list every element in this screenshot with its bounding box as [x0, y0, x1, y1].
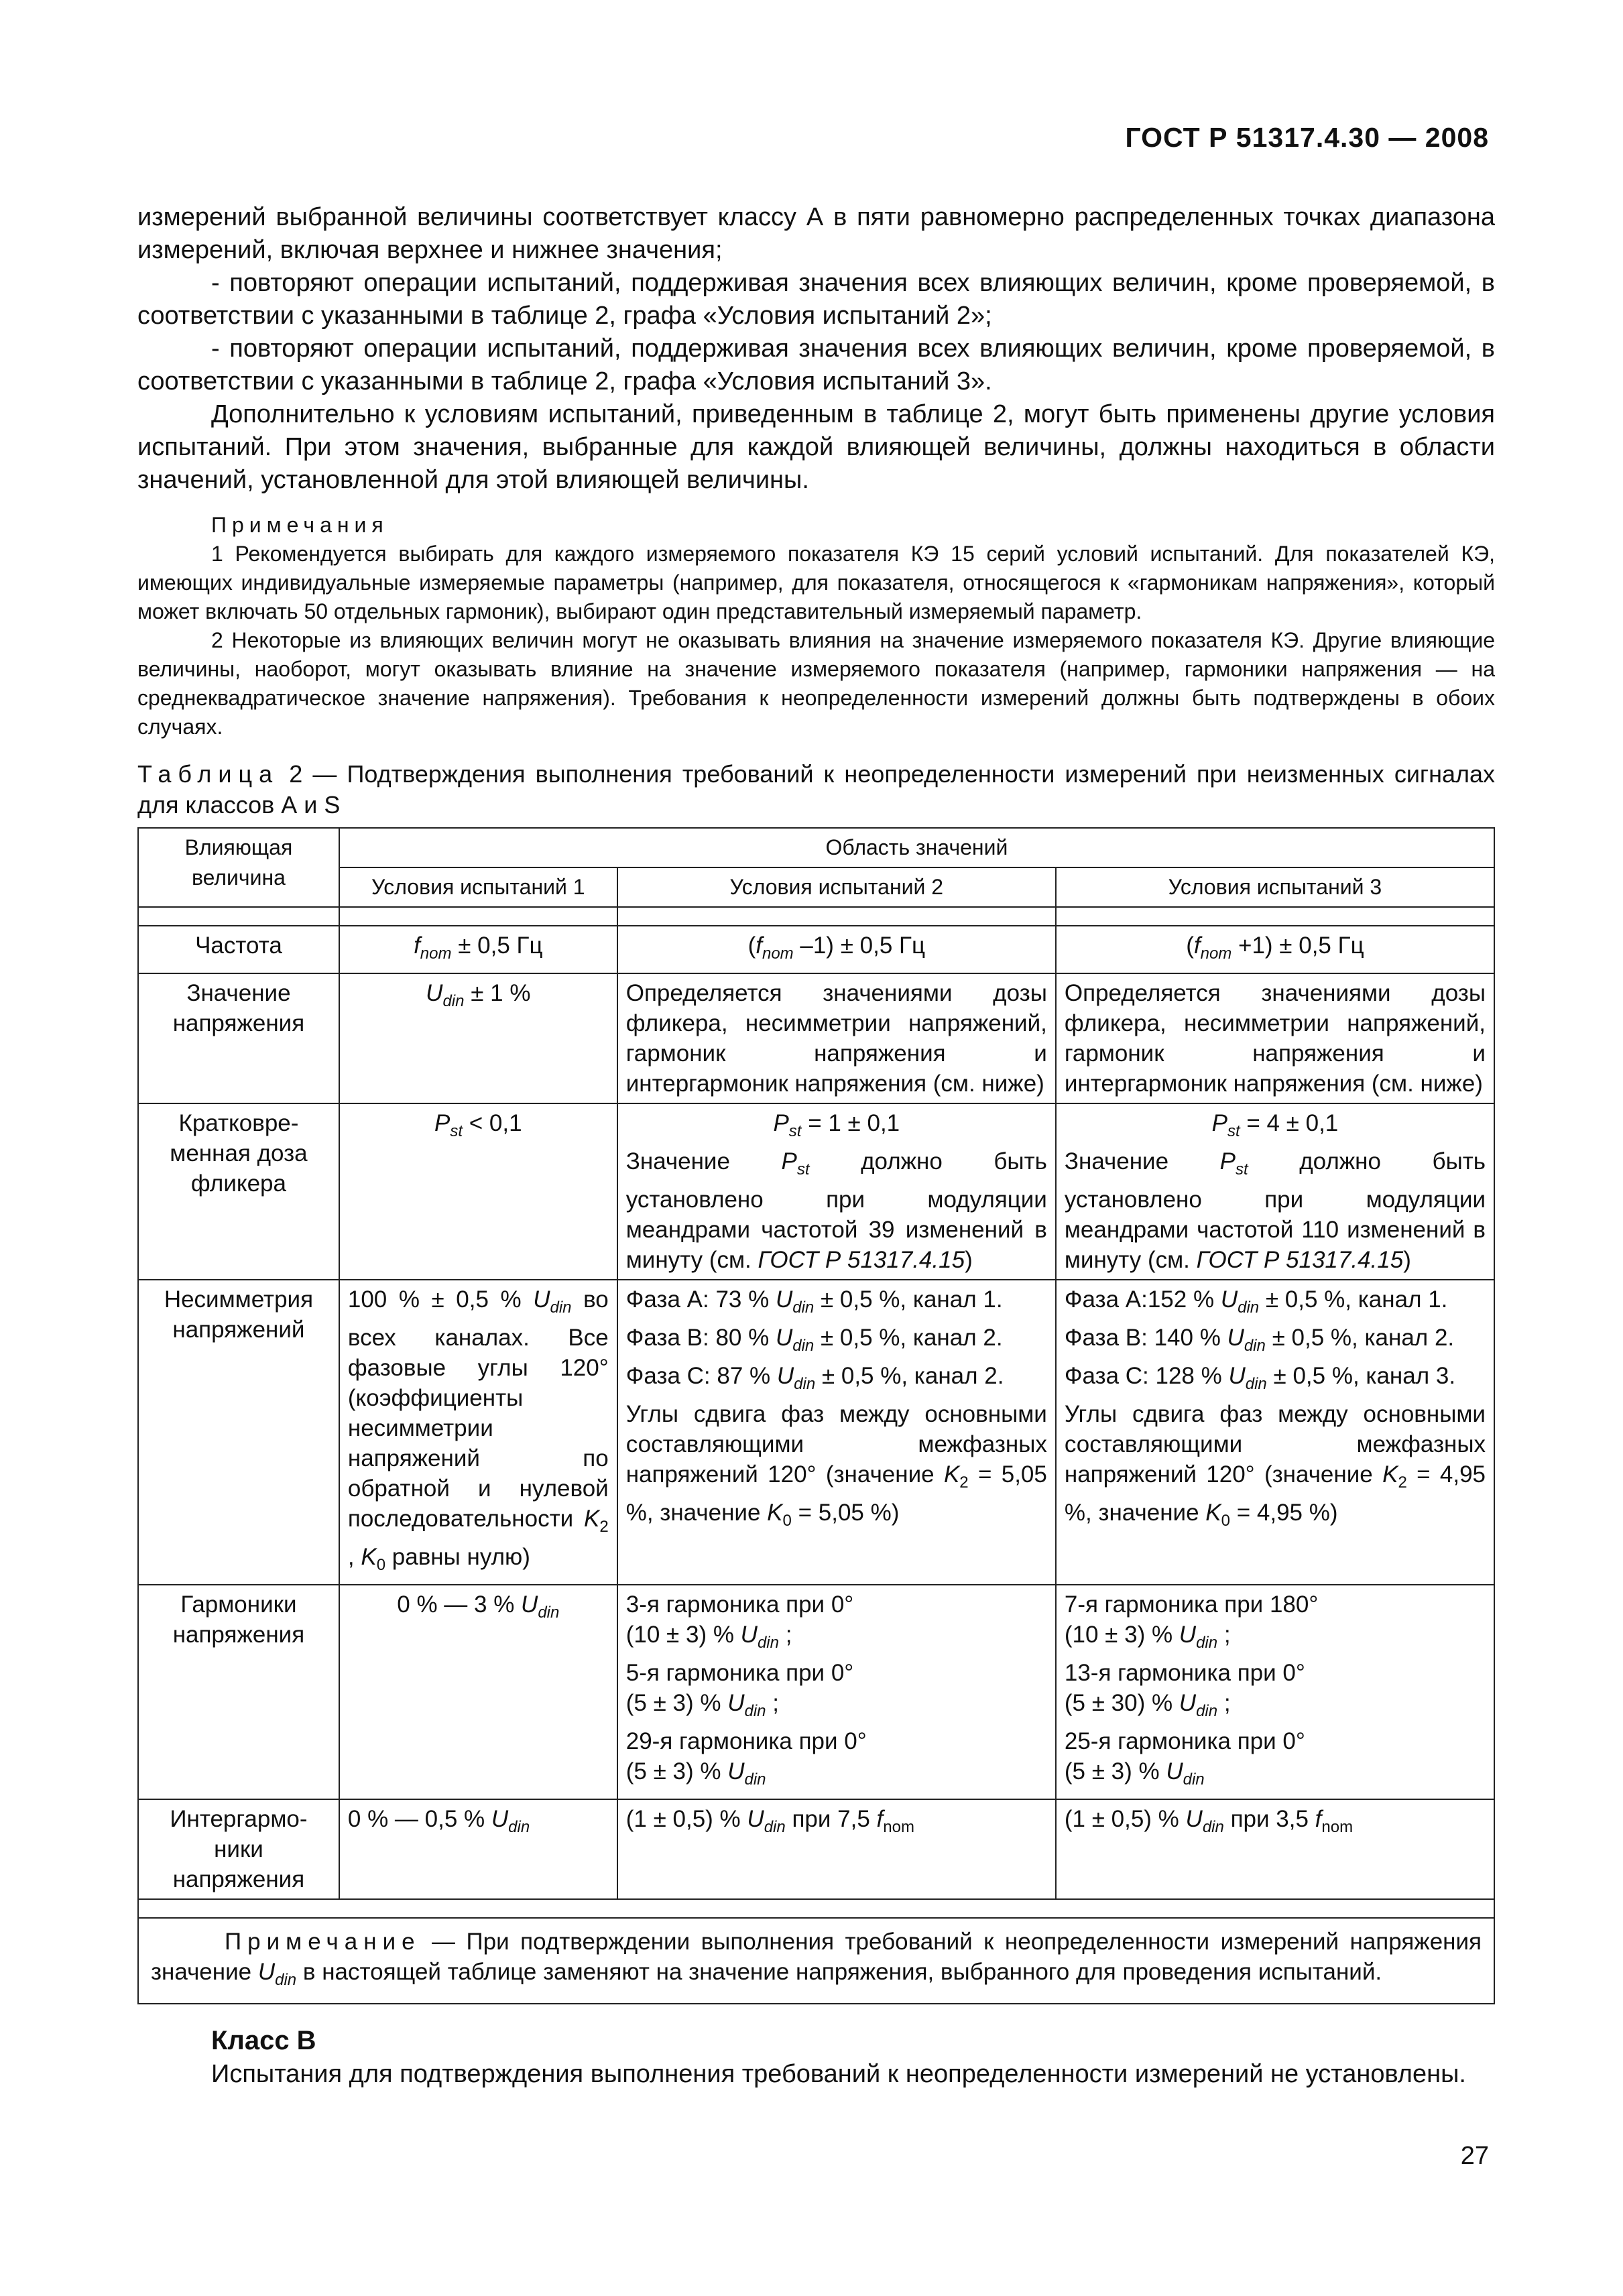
cell: $U_{din} \pm 1$ % — [339, 973, 617, 1103]
document-header: ГОСТ Р 51317.4.30 — 2008 — [1125, 122, 1489, 153]
cell-quantity: Частота — [138, 926, 339, 973]
table-row — [138, 973, 1494, 1103]
requirements-table — [137, 827, 1495, 2004]
cell: (1 ± 0,5) % $U_{din}$ при 3,5 $f_{nom}$ — [1056, 1799, 1494, 1899]
cell: Фаза А:152 % $U_{din} \pm 0,5$ %, канал 1. Фаза В: 140 % $U_{din} \pm 0,5$ %, канал 2. Фаза С: 128 % $U_{din} \pm 0,5$ %, канал 3. Углы сдвига фаз между основными составляющими межфазных напряжений 120° (значение $K_2 = 4,95$ %, значение $K_0 = 4,95$ %) — [1056, 1280, 1494, 1585]
cell: (1 ± 0,5) % $U_{din}$ при 7,5 $f_{nom}$ — [617, 1799, 1056, 1899]
header-cond1: Условия испытаний 1 — [339, 867, 617, 907]
table-header-row — [138, 867, 1494, 907]
cell: 7-я гармоника при 180° (10 ± 3) % $U_{din}$ ; 13-я гармоника при 0° (5 ± 30) % $U_{din}$ ; 25-я гармоника при 0° (5 ± 3) % $U_{din}$ — [1056, 1585, 1494, 1799]
table-header-row — [138, 828, 1494, 867]
cell-quantity: Несимметрия напряжений — [138, 1280, 339, 1585]
cell: $P_{st} < 0,1$ — [339, 1103, 617, 1280]
cell: 0 % — 3 % $U_{din}$ — [339, 1585, 617, 1799]
cell: $P_{st} = 1 \pm 0,1$ Значение $P_{st}$ должно быть установлено при модуляции меандрами частотой 39 изменений в минуту (см. ГОСТ Р 51317.4.15) — [617, 1103, 1056, 1280]
cell: ($f_{nom}$ –1) ± 0,5 Гц — [617, 926, 1056, 973]
table-caption-label: Таблица — [137, 760, 280, 788]
notes-title: Примечания — [211, 513, 389, 537]
cell: 3-я гармоника при 0° (10 ± 3) % $U_{din}$ ; 5-я гармоника при 0° (5 ± 3) % $U_{din}$ ; 29-я гармоника при 0° (5 ± 3) % $U_{din}$ — [617, 1585, 1056, 1799]
cell: $P_{st} = 4 \pm 0,1$ Значение $P_{st}$ должно быть установлено при модуляции меандрами частотой 110 изменений в минуту (см. ГОСТ Р 51317.4.15) — [1056, 1103, 1494, 1280]
table-note-label: Примечание — [225, 1929, 421, 1955]
page-number: 27 — [1460, 2142, 1489, 2170]
paragraph: - повторяют операции испытаний, поддерживая значения всех влияющих величин, кроме проверяемой, в соответствии с указанными в таблице 2, графа «Условия испытаний 3». — [137, 335, 1495, 396]
table-note: Примечание — При подтверждении выполнения требований к неопределенности измерений напряжения значение $U_{din}$ в настоящей таблице заменяют на значение напряжения, выбранного для проведения испытаний. — [138, 1918, 1494, 2004]
cell-quantity: Значение напряжения — [138, 973, 339, 1103]
cell-quantity: Гармоники напряжения — [138, 1585, 339, 1799]
header-cond3: Условия испытаний 3 — [1056, 867, 1494, 907]
paragraph: Дополнительно к условиям испытаний, приведенным в таблице 2, могут быть применены другие условия испытаний. При этом значения, выбранные для каждой влияющей величины, должны находиться в области значений, установленной для этой влияющей величины. — [137, 400, 1495, 494]
paragraph: измерений выбранной величины соответствует классу А в пяти равномерно распределенных точках диапазона измерений, включая верхнее и нижнее значения; — [137, 203, 1495, 264]
table-row — [138, 1585, 1494, 1799]
table-row — [138, 1103, 1494, 1280]
header-range: Область значений — [339, 828, 1494, 867]
paragraph: - повторяют операции испытаний, поддерживая значения всех влияющих величин, кроме проверяемой, в соответствии с указанными в таблице 2, графа «Условия испытаний 2»; — [137, 269, 1495, 330]
cell: 0 % — 0,5 % $U_{din}$ — [339, 1799, 617, 1899]
cell: 100 % ± 0,5 % $U_{din}$ во всех каналах. Все фазовые углы 120° (коэффициенты несимметрии напряжений по обратной и нулевой последовательности $K_2$ , $K_0$ равны нулю) — [339, 1280, 617, 1585]
table-caption-text: 2 — Подтверждения выполнения требований к неопределенности измерений при неизменных сигналах для классов А и S — [137, 760, 1495, 819]
cell-quantity: Кратковре- менная доза фликера — [138, 1103, 339, 1280]
table-caption — [137, 759, 1495, 821]
section-title: Класс В — [211, 2026, 316, 2055]
cell: Фаза А: 73 % $U_{din} \pm 0,5$ %, канал 1. Фаза В: 80 % $U_{din} \pm 0,5$ %, канал 2. Фаза С: 87 % $U_{din} \pm 0,5$ %, канал 2. Углы сдвига фаз между основными составляющими межфазных напряжений 120° (значение $K_2 = 5,05$ %, значение $K_0 = 5,05$ %) — [617, 1280, 1056, 1585]
paragraph: Испытания для подтверждения выполнения требований к неопределенности измерений не установлены. — [211, 2060, 1466, 2088]
header-quantity: Влияющая величина — [138, 828, 339, 907]
table-note-row — [138, 1918, 1494, 2004]
cell-quantity: Интергармо- ники напряжения — [138, 1799, 339, 1899]
table-spacer-row — [138, 1899, 1494, 1918]
note-item: 2 Некоторые из влияющих величин могут не оказывать влияния на значение измеряемого показателя КЭ. Другие влияющие величины, наоборот, могут оказывать влияние на значение измеряемого показателя (например, гармоники напряжения — на среднеквадратическое значение напряжения). Требования к неопределенности измерений должны быть подтверждены в обоих случаях. — [137, 628, 1495, 739]
document-body — [137, 201, 1495, 2091]
cell: Определяется значениями дозы фликера, несимметрии напряжений, гармоник напряжения и интергармоник напряжения (см. ниже) — [617, 973, 1056, 1103]
cell: $f_{nom} \pm 0,5$ Гц — [339, 926, 617, 973]
table-spacer-row — [138, 907, 1494, 926]
cell: $(f_{nom} +1) \pm 0,5$ Гц — [1056, 926, 1494, 973]
table-row — [138, 926, 1494, 973]
table-row — [138, 1280, 1494, 1585]
note-item: 1 Рекомендуется выбирать для каждого измеряемого показателя КЭ 15 серий условий испытаний. Для показателей КЭ, имеющих индивидуальные измеряемые параметры (например, для показателя, относящегося к «гармоникам напряжения», который может включать 50 отдельных гармоник), выбирают один представительный измеряемый параметр. — [137, 542, 1495, 623]
table-row — [138, 1799, 1494, 1899]
header-cond2: Условия испытаний 2 — [617, 867, 1056, 907]
cell: Определяется значениями дозы фликера, несимметрии напряжений, гармоник напряжения и интергармоник напряжения (см. ниже) — [1056, 973, 1494, 1103]
